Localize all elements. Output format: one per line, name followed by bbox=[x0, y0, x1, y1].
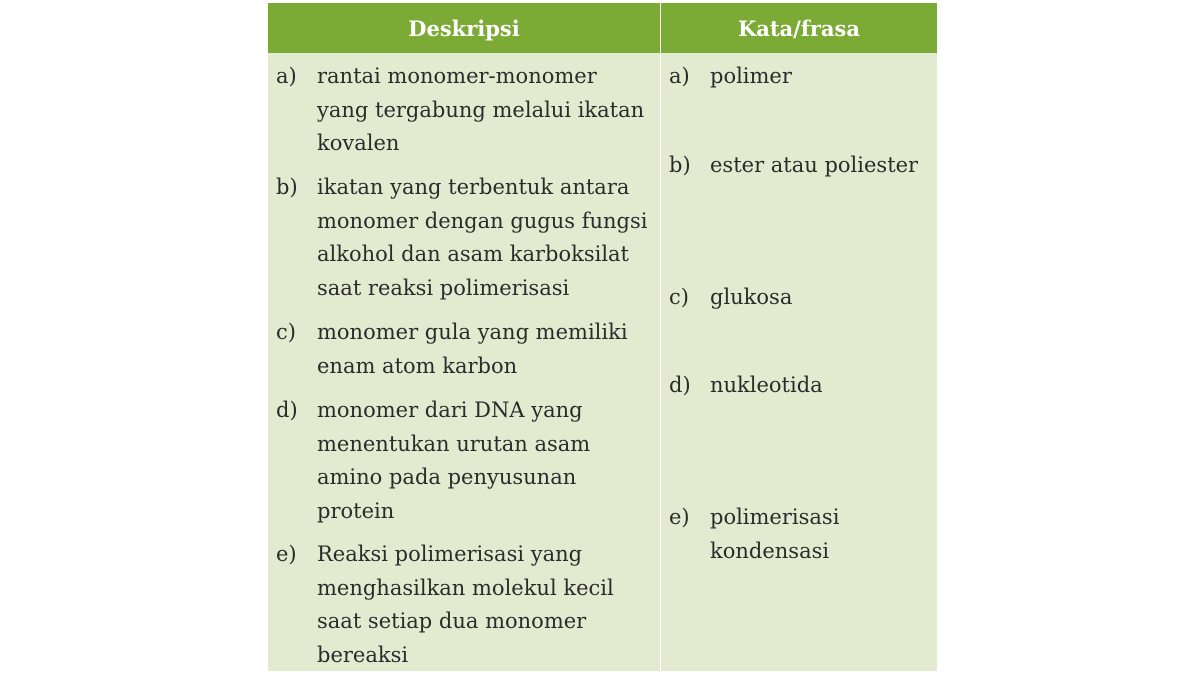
item-line: ikatan yang terbentuk antara bbox=[317, 175, 630, 199]
column-divider bbox=[660, 3, 661, 671]
item-letter: c) bbox=[669, 285, 689, 309]
item-line: Reaksi polimerisasi yang bbox=[317, 542, 583, 566]
item-letter: e) bbox=[669, 505, 690, 529]
item-line: saat reaksi polimerisasi bbox=[317, 275, 570, 300]
item-text bbox=[710, 501, 839, 568]
header-kata-frasa: Kata/frasa bbox=[738, 16, 860, 41]
item-line: enam atom karbon bbox=[317, 353, 518, 378]
item-line: kondensasi bbox=[710, 538, 830, 563]
matching-table bbox=[268, 3, 937, 671]
item-letter: d) bbox=[276, 398, 298, 422]
item-line: alkohol dan asam karboksilat bbox=[317, 242, 629, 266]
item-line: bereaksi bbox=[317, 642, 409, 667]
item-line: nukleotida bbox=[710, 373, 823, 397]
item-text bbox=[710, 60, 792, 94]
item-letter: a) bbox=[669, 64, 690, 88]
item-text bbox=[317, 171, 647, 305]
item-line: monomer dari DNA yang bbox=[317, 398, 583, 422]
item-letter: b) bbox=[276, 175, 298, 199]
item-line: polimerisasi bbox=[710, 505, 840, 529]
item-letter: e) bbox=[276, 542, 297, 566]
item-line: menghasilkan molekul kecil bbox=[317, 575, 614, 600]
item-text bbox=[317, 60, 644, 161]
item-text bbox=[710, 281, 792, 315]
item-letter: a) bbox=[276, 64, 297, 88]
item-line: polimer bbox=[710, 64, 792, 88]
item-line: kovalen bbox=[317, 131, 400, 155]
item-text bbox=[317, 538, 614, 672]
item-line: amino pada penyusunan bbox=[317, 465, 577, 489]
item-letter: c) bbox=[276, 320, 296, 344]
item-text bbox=[317, 394, 590, 528]
item-line: protein bbox=[317, 498, 395, 523]
item-line: glukosa bbox=[710, 285, 793, 309]
item-line: monomer dengan gugus fungsi bbox=[317, 208, 648, 233]
item-line: menentukan urutan asam bbox=[317, 431, 591, 456]
item-line: monomer gula yang memiliki bbox=[317, 320, 628, 344]
table-header bbox=[268, 3, 937, 53]
item-text bbox=[710, 149, 918, 183]
item-letter: d) bbox=[669, 373, 691, 397]
item-text bbox=[710, 369, 823, 403]
item-line: yang tergabung melalui ikatan bbox=[317, 97, 645, 122]
item-line: ester atau poliester bbox=[710, 153, 919, 177]
item-text bbox=[317, 316, 628, 383]
item-line: saat setiap dua monomer bbox=[317, 609, 587, 633]
header-deskripsi: Deskripsi bbox=[408, 16, 520, 41]
item-letter: b) bbox=[669, 153, 691, 177]
item-line: rantai monomer-monomer bbox=[317, 64, 597, 88]
